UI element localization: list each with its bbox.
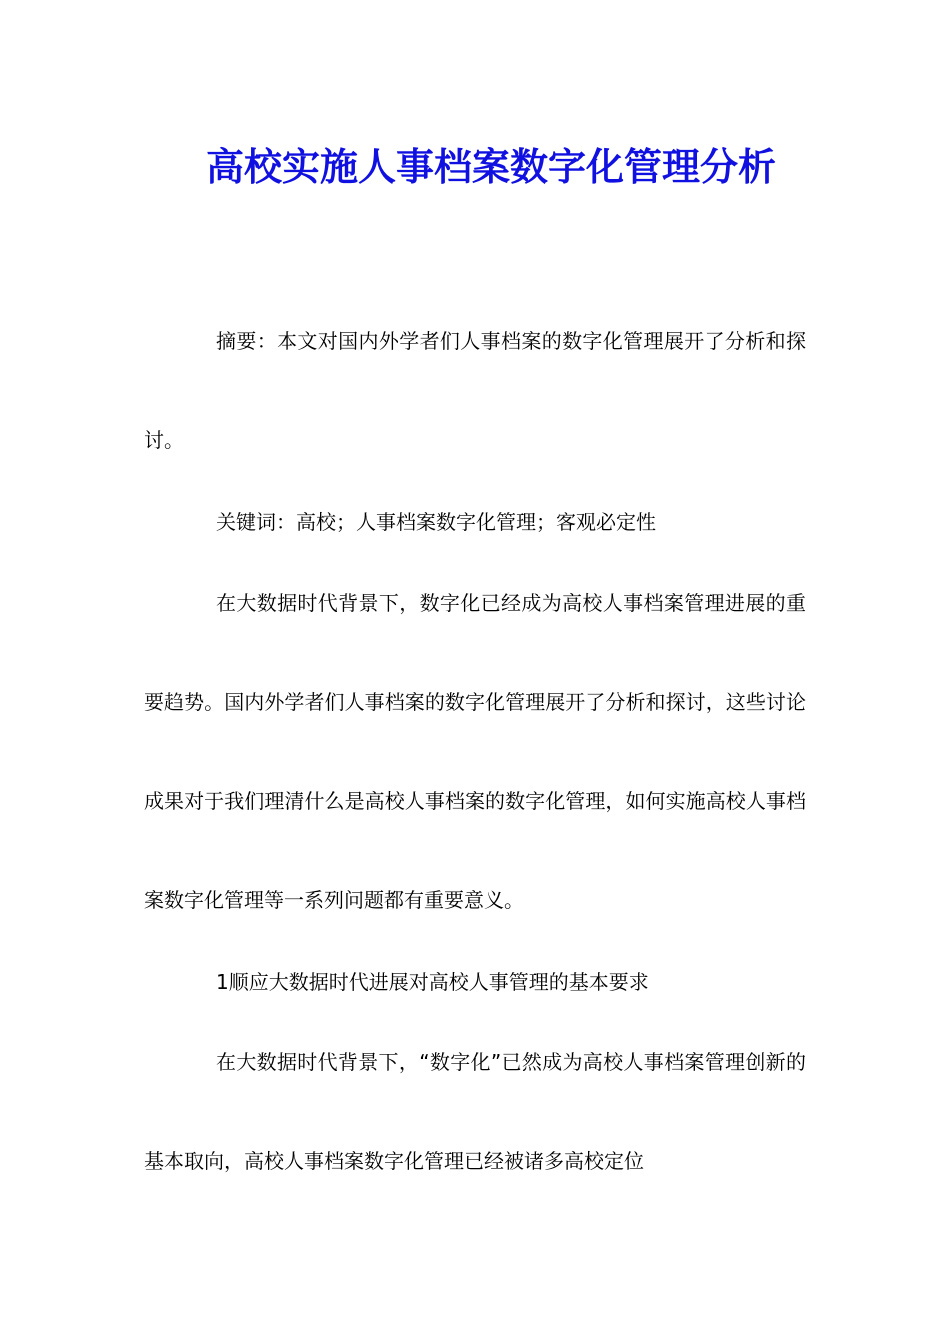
body-paragraph: 在大数据时代背景下，数字化已经成为高校人事档案管理进展的重要趋势。国内外学者们人事档案的数字化管理展开了分析和探讨，这些讨论成果对于我们理清什么是高校人事档案的数字化管理，如何实施高校人事档案数字化管理等一系列问题都有重要意义。 <box>144 591 806 912</box>
body-paragraph: 在大数据时代背景下，“数字化”已然成为高校人事档案管理创新的基本取向，高校人事档案数字化管理已经被诸多高校定位 <box>144 1050 806 1173</box>
abstract-paragraph: 摘要：本文对国内外学者们人事档案的数字化管理展开了分析和探讨。 <box>144 329 806 452</box>
section-heading: 1顺应大数据时代进展对高校人事管理的基本要求 <box>216 970 649 994</box>
keywords-line: 关键词：高校；人事档案数字化管理；客观必定性 <box>216 510 656 534</box>
document-title: 高校实施人事档案数字化管理分析 <box>206 144 777 189</box>
